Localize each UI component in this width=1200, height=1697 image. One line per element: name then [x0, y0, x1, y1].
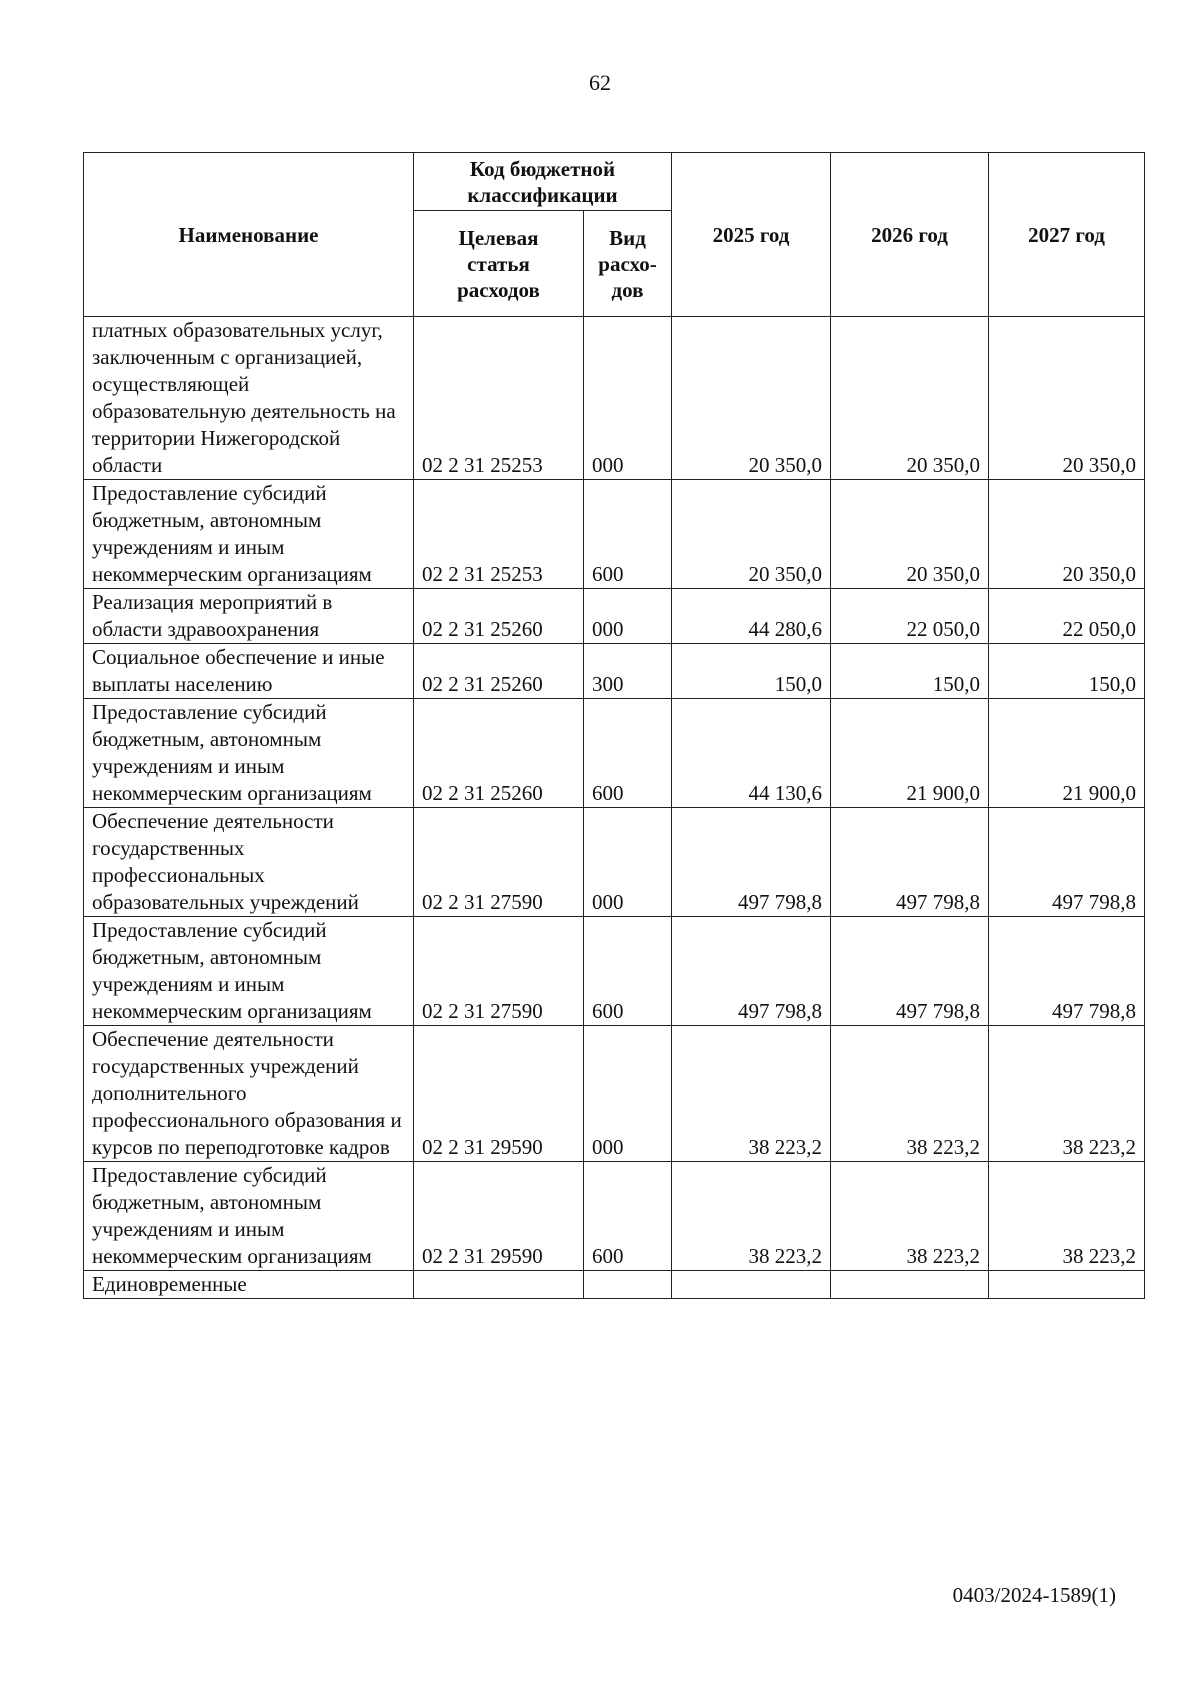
cell-target-article: 02 2 31 29590 [414, 1162, 584, 1271]
cell-target-article: 02 2 31 25253 [414, 317, 584, 480]
cell-name: Обеспечение деятельности государственных профессиональных образовательных учреждений [84, 808, 414, 917]
cell-expense-kind [584, 1271, 672, 1299]
cell-target-article: 02 2 31 25260 [414, 589, 584, 644]
table-row [84, 480, 1145, 589]
cell-target-article: 02 2 31 25253 [414, 480, 584, 589]
table-row [84, 589, 1145, 644]
cell-name: Обеспечение деятельности государственных учреждений дополнительного профессионального образования и курсов по переподготовке кадров [84, 1026, 414, 1162]
cell-2026: 20 350,0 [831, 317, 989, 480]
header-year-2027: 2027 год [989, 153, 1145, 317]
table-header [84, 153, 1145, 317]
cell-expense-kind: 600 [584, 699, 672, 808]
cell-name: Предоставление субсидий бюджетным, автономным учреждениям и иным некоммерческим организациям [84, 480, 414, 589]
cell-target-article: 02 2 31 25260 [414, 699, 584, 808]
cell-2026 [831, 1271, 989, 1299]
cell-2026: 38 223,2 [831, 1162, 989, 1271]
cell-2025: 38 223,2 [672, 1026, 831, 1162]
cell-name: Единовременные [84, 1271, 414, 1299]
cell-name: Социальное обеспечение и иные выплаты населению [84, 644, 414, 699]
cell-2026: 21 900,0 [831, 699, 989, 808]
cell-2026: 22 050,0 [831, 589, 989, 644]
cell-2025: 20 350,0 [672, 317, 831, 480]
cell-name: платных образовательных услуг, заключенным с организацией, осуществляющей образовательную деятельность на территории Нижегородской области [84, 317, 414, 480]
header-year-2026: 2026 год [831, 153, 989, 317]
cell-target-article: 02 2 31 25260 [414, 644, 584, 699]
page-number: 62 [589, 70, 611, 95]
cell-expense-kind: 300 [584, 644, 672, 699]
cell-2025: 20 350,0 [672, 480, 831, 589]
cell-expense-kind: 000 [584, 589, 672, 644]
cell-2026: 497 798,8 [831, 808, 989, 917]
table-row [84, 1162, 1145, 1271]
cell-expense-kind: 000 [584, 808, 672, 917]
cell-target-article: 02 2 31 27590 [414, 808, 584, 917]
cell-expense-kind: 600 [584, 917, 672, 1026]
cell-2025: 44 130,6 [672, 699, 831, 808]
budget-table [83, 152, 1145, 1299]
cell-2025 [672, 1271, 831, 1299]
cell-2025: 44 280,6 [672, 589, 831, 644]
cell-expense-kind: 600 [584, 480, 672, 589]
header-expense-kind: Вид расхо-дов [584, 211, 672, 317]
cell-name: Предоставление субсидий бюджетным, автономным учреждениям и иным некоммерческим организациям [84, 917, 414, 1026]
cell-2025: 38 223,2 [672, 1162, 831, 1271]
header-year-2025: 2025 год [672, 153, 831, 317]
cell-expense-kind: 000 [584, 1026, 672, 1162]
header-name: Наименование [84, 153, 414, 317]
header-target-article: Целевая статья расходов [414, 211, 584, 317]
cell-2027 [989, 1271, 1145, 1299]
cell-target-article [414, 1271, 584, 1299]
header-code-group: Код бюджетной классификации [414, 153, 672, 211]
cell-2025: 497 798,8 [672, 808, 831, 917]
table-row [84, 699, 1145, 808]
cell-target-article: 02 2 31 29590 [414, 1026, 584, 1162]
cell-2027: 150,0 [989, 644, 1145, 699]
cell-2025: 497 798,8 [672, 917, 831, 1026]
cell-2026: 150,0 [831, 644, 989, 699]
cell-2027: 20 350,0 [989, 317, 1145, 480]
table-row [84, 1271, 1145, 1299]
table-row [84, 917, 1145, 1026]
cell-name: Реализация мероприятий в области здравоохранения [84, 589, 414, 644]
document-code: 0403/2024-1589(1) [952, 1583, 1116, 1607]
cell-expense-kind: 000 [584, 317, 672, 480]
cell-2026: 497 798,8 [831, 917, 989, 1026]
cell-2027: 497 798,8 [989, 917, 1145, 1026]
cell-2027: 22 050,0 [989, 589, 1145, 644]
table-row [84, 1026, 1145, 1162]
cell-target-article: 02 2 31 27590 [414, 917, 584, 1026]
cell-2027: 38 223,2 [989, 1026, 1145, 1162]
cell-expense-kind: 600 [584, 1162, 672, 1271]
cell-2026: 20 350,0 [831, 480, 989, 589]
table-row [84, 317, 1145, 480]
cell-2027: 20 350,0 [989, 480, 1145, 589]
table-body [84, 317, 1145, 1299]
cell-2027: 497 798,8 [989, 808, 1145, 917]
cell-2027: 38 223,2 [989, 1162, 1145, 1271]
cell-name: Предоставление субсидий бюджетным, автономным учреждениям и иным некоммерческим организациям [84, 1162, 414, 1271]
cell-2027: 21 900,0 [989, 699, 1145, 808]
table-row [84, 644, 1145, 699]
cell-2026: 38 223,2 [831, 1026, 989, 1162]
cell-name: Предоставление субсидий бюджетным, автономным учреждениям и иным некоммерческим организациям [84, 699, 414, 808]
cell-2025: 150,0 [672, 644, 831, 699]
table-row [84, 808, 1145, 917]
